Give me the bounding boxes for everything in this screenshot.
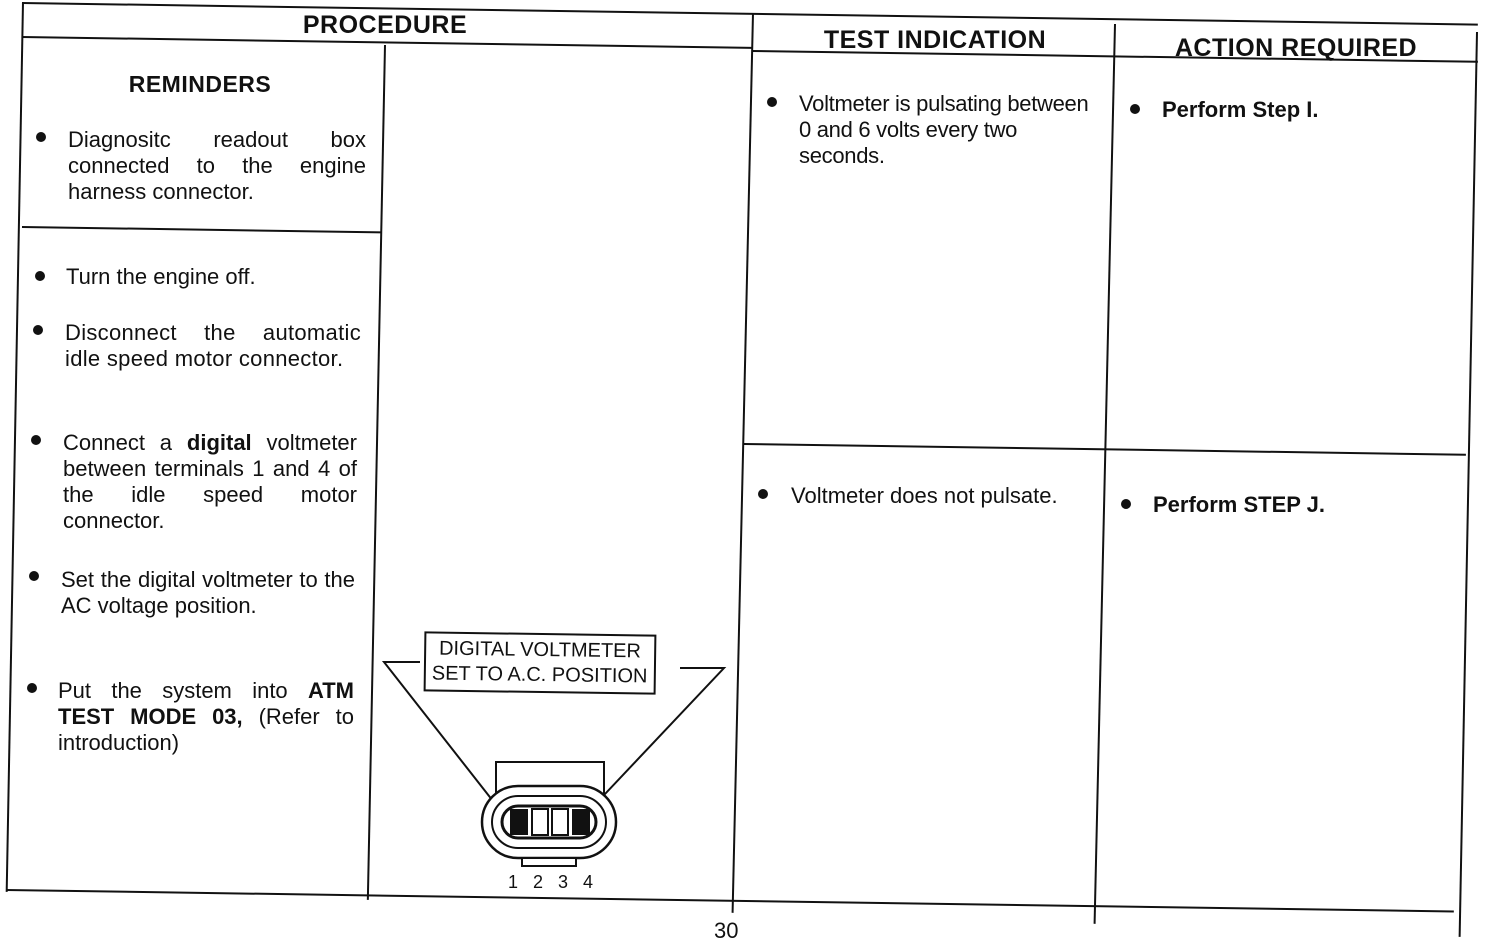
bullet-icon — [27, 683, 37, 693]
label-line-1: DIGITAL VOLTMETER — [438, 637, 642, 663]
step-3-text: Connect a — [63, 430, 187, 455]
table-right-border — [1459, 32, 1478, 937]
terminal-4 — [572, 809, 590, 835]
header-procedure: PROCEDURE — [302, 11, 468, 39]
bullet-icon — [31, 435, 41, 445]
action-2: Perform STEP J. — [1153, 492, 1325, 517]
bullet-icon — [758, 489, 768, 499]
procedure-step-2: Disconnect the automatic idle speed motor connector. — [65, 320, 361, 371]
terminal-2 — [532, 809, 548, 835]
voltmeter-callout-label — [424, 631, 656, 694]
step-3-bold: digital — [186, 430, 252, 455]
test-indication-1: Voltmeter is pulsating between 0 and 6 volts every two seconds. — [799, 91, 1089, 168]
procedure-step-5 — [58, 678, 354, 756]
procedure-step-3 — [63, 430, 357, 534]
connector-key — [522, 858, 576, 866]
step-5-text: Put the system into — [58, 678, 308, 703]
terminal-3 — [552, 809, 568, 835]
terminal-1 — [510, 809, 528, 835]
step-3-text-rest: voltmeter between terminals 1 and 4 of the idle speed motor connector. — [63, 430, 357, 533]
bullet-icon — [33, 325, 43, 335]
action-1: Perform Step I. — [1162, 97, 1319, 122]
step-5-bold: ATM TEST MODE 03, — [58, 678, 354, 729]
reminders-divider — [22, 226, 382, 233]
label-line-2: SET TO A.C. POSITION — [431, 662, 648, 688]
step-5-text-rest: (Refer to introduction) — [58, 704, 354, 755]
page-number: 30 — [714, 918, 739, 943]
bullet-icon — [1130, 104, 1140, 114]
terminal-numbers: 1 2 3 4 — [508, 872, 599, 892]
reminders-title: REMINDERS — [128, 71, 272, 97]
table-top-border — [22, 2, 1478, 26]
bullet-icon — [35, 271, 45, 281]
header-action-required: ACTION REQUIRED — [1174, 34, 1418, 62]
reminder-item: Diagnositc readout box connected to the engine harness connector. — [68, 127, 366, 204]
procedure-step-1: Turn the engine off. — [66, 264, 256, 289]
bullet-icon — [29, 571, 39, 581]
bullet-icon — [1121, 499, 1131, 509]
header-test-indication: TEST INDICATION — [823, 26, 1047, 54]
bullet-icon — [36, 132, 46, 142]
bullet-icon — [767, 97, 777, 107]
test-indication-2: Voltmeter does not pulsate. — [791, 483, 1058, 508]
procedure-step-4: Set the digital voltmeter to the AC voltage position. — [61, 567, 355, 618]
table-left-border — [6, 2, 24, 892]
table-bottom-border — [6, 889, 1454, 912]
